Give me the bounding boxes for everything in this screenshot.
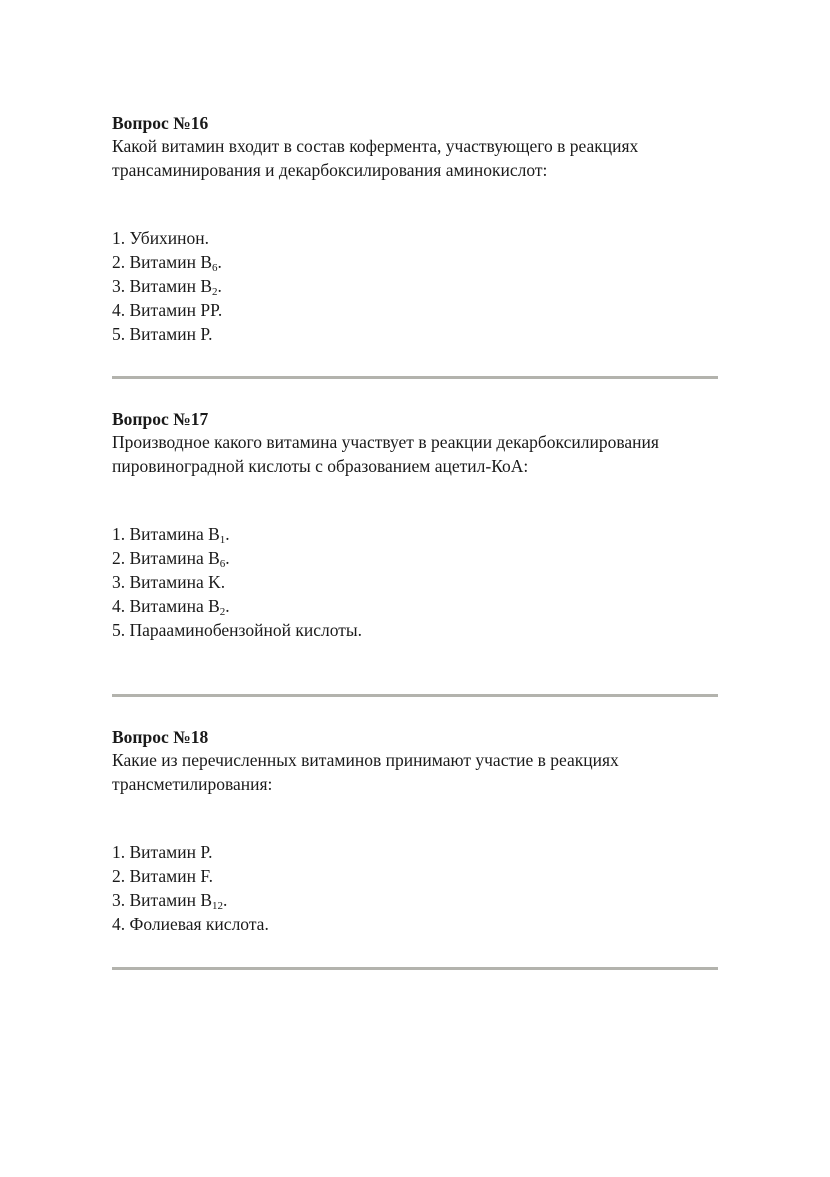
section-divider (112, 967, 718, 970)
section-divider (112, 376, 718, 379)
question-title: Вопрос №18 (112, 727, 209, 747)
answer-option: 2. Витамин F. (112, 866, 214, 886)
answer-option: 2. Витамина $B_6$. (112, 548, 230, 570)
answer-option: 4. Витамин PP. (112, 300, 223, 320)
question-text: Какой витамин входит в состав кофермента, участвующего в реакциях трансаминирования и декарбоксилирования аминокислот: (112, 136, 639, 180)
question-17 (112, 408, 718, 642)
answer-option: 5. Витамин P. (112, 324, 213, 344)
answer-option: 1. Убихинон. (112, 228, 210, 248)
answer-option: 2. Витамин $B_6$. (112, 252, 222, 274)
answer-option: 4. Фолиевая кислота. (112, 914, 269, 934)
answer-option: 5. Парааминобензойной кислоты. (112, 620, 362, 640)
answer-option: 1. Витамин P. (112, 842, 213, 862)
question-16 (112, 112, 718, 346)
question-text: Какие из перечисленных витаминов принимают участие в реакциях трансметилирования: (112, 750, 619, 794)
answer-option: 4. Витамина $B_2$. (112, 596, 230, 618)
question-title: Вопрос №16 (112, 113, 209, 133)
question-18 (112, 726, 718, 936)
answer-option: 3. Витамин $B_{12}$. (112, 890, 228, 912)
answer-option: 1. Витамина $B_1$. (112, 524, 230, 546)
answer-option: 3. Витамина K. (112, 572, 226, 592)
answer-options (112, 522, 718, 642)
question-text: Производное какого витамина участвует в реакции декарбоксилирования пировиноградной кислоты с образованием ацетил-КоА: (112, 432, 659, 476)
answer-option: 3. Витамин $B_2$. (112, 276, 222, 298)
section-divider (112, 694, 718, 697)
question-title: Вопрос №17 (112, 409, 209, 429)
answer-options (112, 840, 718, 936)
answer-options (112, 226, 718, 346)
